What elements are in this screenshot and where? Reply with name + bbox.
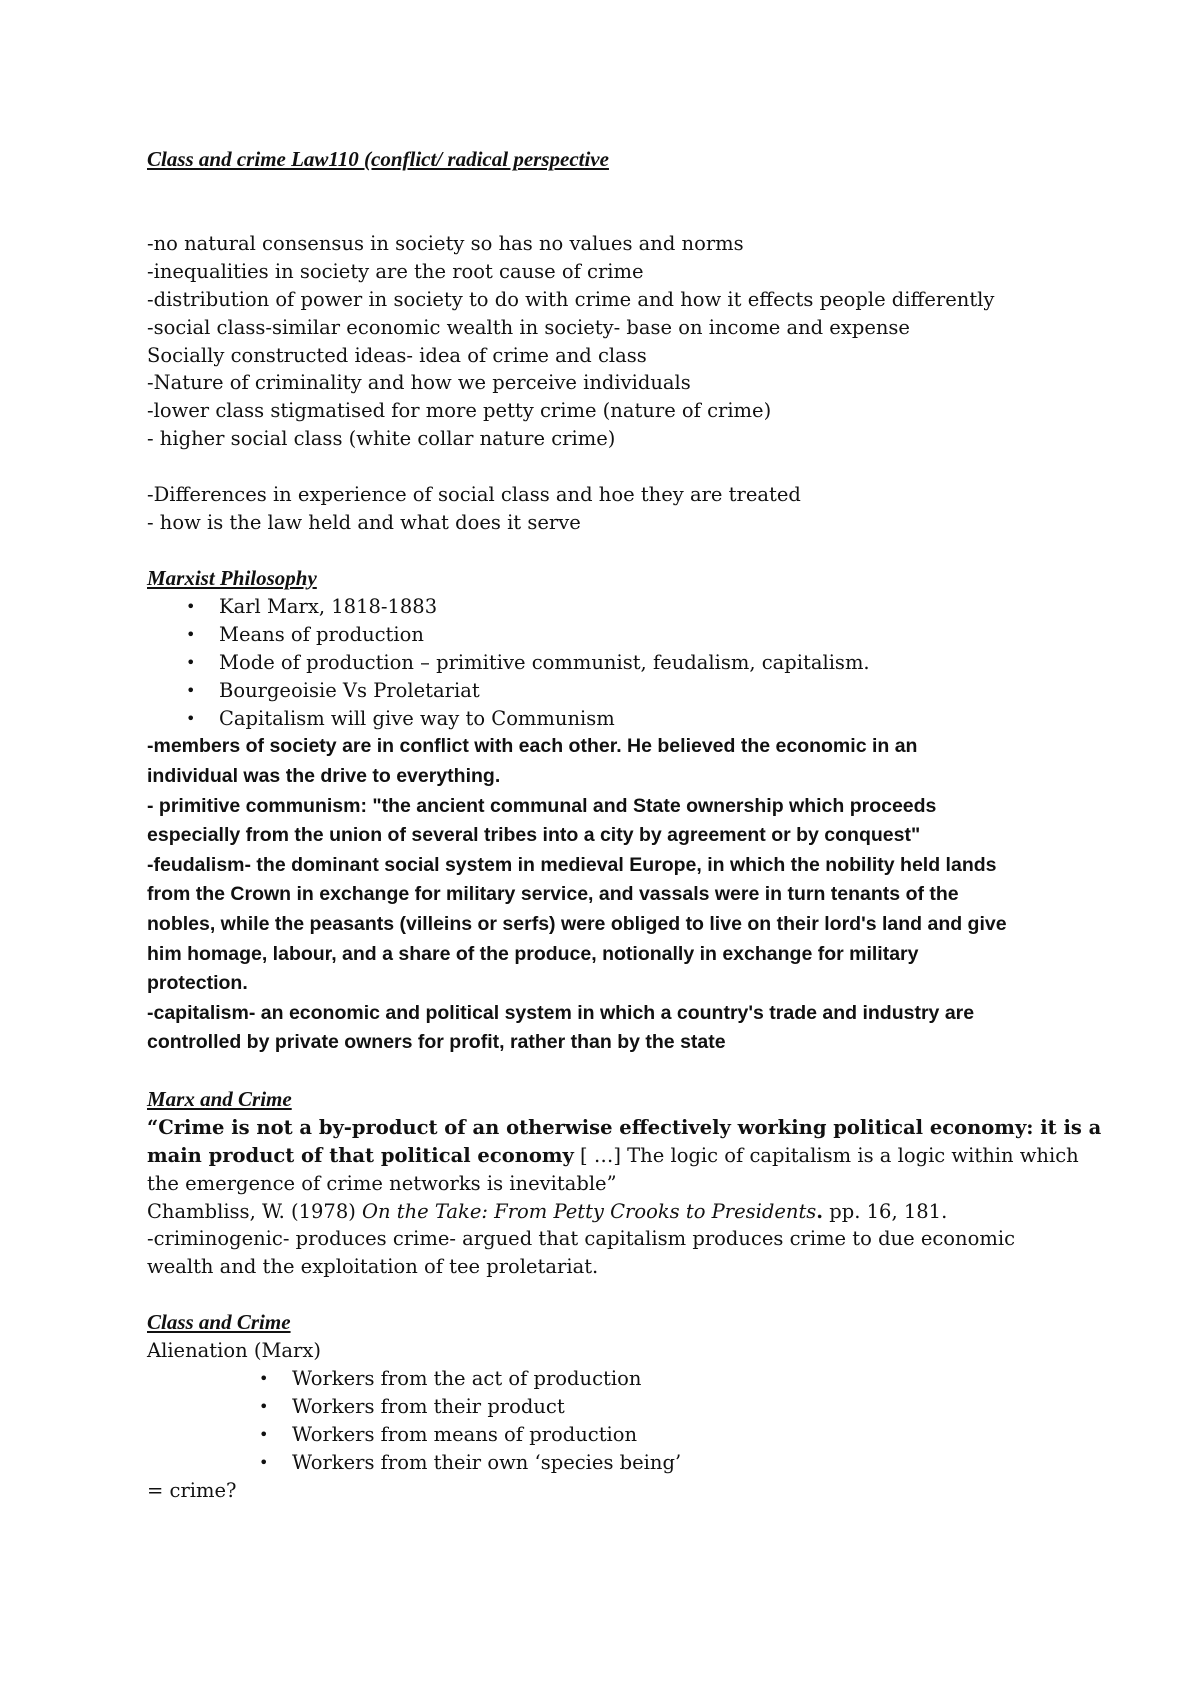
text-line: -inequalities in society are the root cause of crime <box>147 259 644 283</box>
text-line: individual was the drive to everything. <box>147 765 501 787</box>
text-line: -Nature of criminality and how we perceive individuals <box>147 371 691 395</box>
text-line: -lower class stigmatised for more petty crime (nature of crime) <box>147 399 772 423</box>
list-item: • Bourgeoisie Vs Proletariat <box>219 677 1087 705</box>
text-line: -criminogenic- produces crime- argued that capitalism produces crime to due economic <box>147 1227 1015 1251</box>
bullet-icon: • <box>186 652 196 672</box>
text-line: - primitive communism: "the ancient communal and State ownership which proceeds <box>147 794 937 817</box>
list-item: • Workers from their product <box>292 1393 1087 1421</box>
quote-line: the emergence of crime networks is inevitable” <box>147 1171 617 1195</box>
list-item: • Workers from their own ‘species being’ <box>292 1449 1087 1477</box>
text-line: him homage, labour, and a share of the produce, notionally in exchange for military <box>147 942 919 965</box>
document-title: Class and crime Law110 (conflict/ radical perspective <box>147 147 609 171</box>
bullet-icon: • <box>259 1452 269 1472</box>
list-item: • Workers from the act of production <box>292 1365 1087 1393</box>
bullet-list <box>147 593 1087 733</box>
text-line: -no natural consensus in society so has no values and norms <box>147 231 744 255</box>
bullet-icon: • <box>259 1397 269 1416</box>
bullet-icon: • <box>259 1424 269 1444</box>
list-item: • Capitalism will give way to Communism <box>219 705 1087 733</box>
text-line: -feudalism- the dominant social system in medieval Europe, in which the nobility held lands <box>147 853 997 876</box>
section-heading: Marxist Philosophy <box>147 565 317 590</box>
text-line: wealth and the exploitation of tee proletariat. <box>147 1255 599 1279</box>
bullet-icon: • <box>186 624 196 644</box>
quote-line: main product of that political economy [ …] The logic of capitalism is a logic within which <box>147 1143 1079 1167</box>
document-body <box>147 146 1102 1505</box>
citation-title: On the Take: From Petty Crooks to Presidents <box>362 1199 817 1223</box>
text-line: controlled by private owners for profit, rather than by the state <box>147 1031 726 1054</box>
bullet-icon: • <box>259 1369 269 1389</box>
text-line: nobles, while the peasants (villeins or serfs) were obliged to live on their lord's land and give <box>147 912 1007 935</box>
text-line: Socially constructed ideas- idea of crime and class <box>147 343 647 367</box>
text-line: protection. <box>147 972 248 995</box>
bullet-icon: • <box>186 680 196 700</box>
bullet-icon: • <box>186 708 196 728</box>
marxist-philosophy-section <box>147 565 1087 1058</box>
closing-line: = crime? <box>147 1478 237 1502</box>
marx-and-crime-section <box>147 1086 1102 1281</box>
section-heading: Marx and Crime <box>147 1086 292 1111</box>
quote-line: “Crime is not a by-product of an otherwise effectively working political economy: it is a <box>147 1115 1102 1139</box>
section-heading: Class and Crime <box>147 1310 291 1335</box>
list-item: • Mode of production – primitive communist, feudalism, capitalism. <box>219 649 1087 677</box>
text-line: -Differences in experience of social class and hoe they are treated <box>147 483 801 507</box>
text-line: - higher social class (white collar nature crime) <box>147 427 616 451</box>
intro-section <box>147 230 1087 537</box>
text-line: -social class-similar economic wealth in society- base on income and expense <box>147 315 910 339</box>
text-line: -capitalism- an economic and political system in which a country's trade and industry are <box>147 1001 975 1024</box>
class-and-crime-section <box>147 1309 1087 1504</box>
text-line: - how is the law held and what does it serve <box>147 511 581 535</box>
text-line: especially from the union of several tribes into a city by agreement or by conquest" <box>147 824 921 847</box>
list-item: • Karl Marx, 1818-1883 <box>219 593 1087 621</box>
subheading: Alienation (Marx) <box>147 1339 321 1363</box>
text-line: from the Crown in exchange for military service, and vassals were in turn tenants of the <box>147 883 959 906</box>
text-line: -distribution of power in society to do with crime and how it effects people differently <box>147 287 995 311</box>
citation: Chambliss, W. (1978) On the Take: From Petty Crooks to Presidents. pp. 16, 181. <box>147 1199 948 1223</box>
text-line: -members of society are in conflict with each other. He believed the economic in an <box>147 735 918 758</box>
list-item: • Workers from means of production <box>292 1421 1087 1449</box>
bullet-list <box>147 1365 1087 1477</box>
bold-paragraph <box>147 732 1087 1058</box>
bullet-icon: • <box>186 596 196 616</box>
list-item: • Means of production <box>219 621 1087 649</box>
